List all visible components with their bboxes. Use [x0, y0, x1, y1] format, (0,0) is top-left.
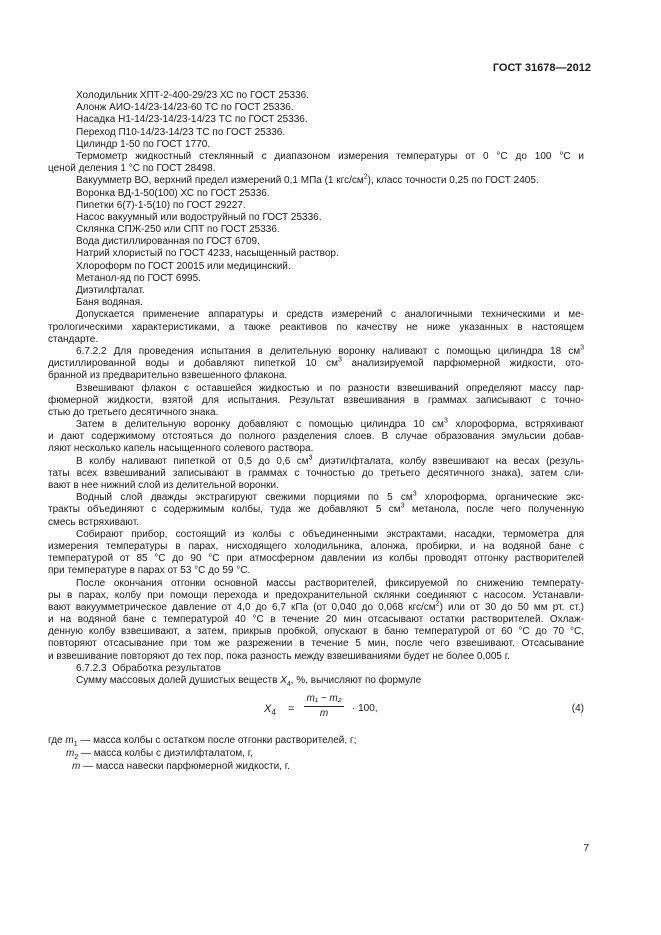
list-item	[48, 175, 584, 187]
text-run: Сумму массовых долей душистых веществ	[76, 675, 281, 686]
list-item: Диэтилфталат.	[76, 285, 145, 296]
list-item: Пипетки 6(7)-1-5(10) по ГОСТ 29227.	[76, 199, 246, 211]
text-run: дистиллированной воды и добавляют пипеткой 10 см	[48, 358, 339, 370]
text-run: , %, вычисляют по формуле	[290, 675, 422, 686]
list-item: Насос вакуумный или водоструйный по ГОСТ 25336.	[76, 211, 322, 223]
paragraph-line: при температуре в парах от 53 °С до 59 °С.	[48, 565, 251, 577]
text-run: ) или от 30 до 50 мм рт. ст.)	[439, 601, 584, 613]
section-6-7-2-3-title: 6.7.2.3 Обработка результатов	[76, 662, 221, 674]
superscript: 3	[400, 503, 405, 511]
text-run: Водный слой дважды экстрагируют свежими порциями по 5 см	[76, 492, 413, 504]
paragraph-line: Собирают прибор, состоящий из колбы с объединенными экстрактами, насадки, термометра для	[76, 528, 584, 540]
document-header: ГОСТ 31678—2012	[492, 62, 591, 74]
equals-sign: =	[288, 703, 295, 716]
variable: m	[66, 747, 75, 759]
text-run: 6.7.2.2 Для проведения испытания в делительную воронку наливают с помощью цилиндра 18 см	[76, 345, 581, 357]
paragraph-line: Допускается применение аппаратуры и средств измерений с аналогичными техническими и ме-	[76, 309, 584, 321]
paragraph-line: вают в нее нижний слой из делительной воронки.	[48, 480, 279, 491]
section-6-7-2-2-line	[48, 346, 584, 358]
paragraph-line: и взвешивание повторяют до тех пор, пока разность между взвешиваниями будет не более 0,005 г.	[48, 650, 510, 662]
paragraph-line: ры в парах, колбу при помощи перехода и предохранительной склянки соединяют с насосом. Устанавли-	[48, 589, 584, 601]
text-run: тракты объединяют с содержимым колбы, туда же добавляют 5 см	[48, 504, 401, 516]
equation-number: (4)	[571, 703, 584, 715]
text-run: — масса колбы с диэтилфталатом, г,	[78, 747, 253, 759]
paragraph-line	[48, 602, 584, 614]
subscript: 4	[286, 681, 291, 688]
list-item: Хлороформ по ГОСТ 20015 или медицинский.	[76, 260, 291, 272]
superscript: 3	[308, 454, 313, 462]
text-run: — масса колбы с остатком после отгонки растворителей, г;	[77, 735, 357, 747]
list-item: Холодильник ХПТ-2-400-29/23 ХС по ГОСТ 25336.	[76, 90, 310, 101]
paragraph-line: трологическими характеристиками, а также реактивов по качеству не ниже указанных в настоящем	[48, 321, 584, 333]
document-body	[48, 90, 584, 774]
text-run: где	[48, 735, 66, 747]
fraction-denominator: m	[319, 708, 329, 720]
paragraph-line	[48, 504, 584, 516]
paragraph-line: и на водяной бане с температурой 40 °С в течение 20 мин отсасывают остатки растворителей. Охлаж-	[48, 614, 584, 626]
legend-item	[48, 735, 584, 748]
variable: m	[72, 760, 81, 772]
formula-tail: · 100,	[352, 703, 378, 715]
text-run: метанола, после чего полученную	[404, 504, 584, 516]
subscript: 1	[73, 741, 78, 749]
paragraph-line: таты всех взвешиваний записывают в граммах с точностью до третьего десятичного знака), затем сли-	[48, 467, 584, 479]
paragraph-line: и дают содержимому отстояться до полного разделения слоев. В случае образования эмульсии добав-	[48, 431, 584, 443]
list-item: Цилиндр 1-50 по ГОСТ 1770.	[76, 138, 211, 150]
paragraph-line: смесь встряхивают.	[48, 516, 139, 528]
paragraph-line: Термометр жидкостный стеклянный с диапазоном измерения температуры от 0 °С до 100 °С и	[76, 150, 584, 162]
fraction	[304, 693, 344, 720]
superscript: 3	[338, 356, 342, 364]
paragraph-line: бранной из предварительно взвешенного флакона.	[48, 370, 288, 382]
legend-item	[48, 761, 584, 774]
list-item: Метанол-яд по ГОСТ 6995.	[76, 272, 201, 284]
list-item: Алонж АИО-14/23-14/23-60 ТС по ГОСТ 25336.	[76, 102, 294, 114]
list-item: Переход П10-14/23-14/23 ТС по ГОСТ 25336.	[76, 126, 286, 138]
text-run: хлороформа, встряхивают	[447, 419, 584, 431]
paragraph-line	[48, 492, 584, 504]
paragraph-line	[48, 675, 584, 687]
text-run: В колбу наливают пипеткой от 0,5 до 0,6 см	[76, 455, 309, 467]
list-item: Баня водяная.	[76, 297, 143, 309]
paragraph-line: денную колбу взвешивают, а затем, прикрыв пробкой, опускают в баню температурой от 60 °С до 70 °С,	[48, 626, 584, 638]
fraction-numerator: m₁ − m₂	[304, 693, 344, 707]
list-item: Воронка ВД-1-50(100) ХС по ГОСТ 25336.	[76, 187, 270, 199]
paragraph-line: ценой деления 1 °С по ГОСТ 28498.	[48, 163, 216, 175]
superscript: 3	[443, 417, 448, 425]
subscript: 2	[74, 753, 79, 761]
text-run: — масса навески парфюмерной жидкости, г.	[80, 760, 290, 772]
list-item: Насадка Н1-14/23-14/23-14/23 ТС по ГОСТ 25336.	[76, 114, 308, 126]
legend-item	[48, 748, 584, 761]
list-item: Вода дистиллированная по ГОСТ 6709.	[76, 236, 260, 248]
variable: X	[264, 703, 272, 716]
list-item: Натрий хлористый по ГОСТ 4233, насыщенный раствор.	[76, 248, 339, 260]
paragraph-line: фюмерной жидкости, взятой для испытания. Результат взвешивания в граммах записывают с точно-	[48, 394, 584, 406]
paragraph-line: стандарте.	[48, 333, 99, 345]
paragraph-line: Взвешивают флакон с оставшейся жидкостью и по разности взвешиваний определяют массу пар-	[76, 382, 584, 394]
superscript: 2	[363, 173, 368, 181]
formula-legend	[48, 735, 584, 773]
superscript: 3	[580, 344, 584, 352]
paragraph-line: стью до третьего десятичного знака.	[48, 406, 219, 418]
paragraph-line: После окончания отгонки основной массы растворителей, фиксируемой по снижению температу-	[76, 577, 584, 589]
paragraph-line	[48, 419, 584, 431]
variable: m	[65, 735, 74, 747]
superscript: 3	[412, 490, 417, 498]
list-item: Склянка СПЖ-250 или СПТ по ГОСТ 25336.	[76, 224, 280, 236]
text-run: диэтилфталата, колбу взвешивают на весах (резуль-	[312, 455, 584, 467]
formula-4	[48, 693, 584, 733]
paragraph-line: температурой от 85 °С до 90 °С при атмосферном давлении из колбы проводят отгонку растворителей	[48, 553, 584, 565]
text-run: Затем в делительную воронку добавляют с помощью цилиндра 10 см	[76, 419, 444, 431]
superscript: 2	[435, 600, 440, 608]
variable: X	[280, 675, 287, 686]
text-run: вают вакуумметрическое давление от 4,0 до 6,7 кПа (от 0,040 до 0,068 кгс/см	[48, 601, 436, 613]
paragraph-line: ляют несколько капель насыщенного солевого раствора.	[48, 443, 314, 455]
paragraph-line	[48, 456, 584, 468]
paragraph-line: измерения температуры в парах, нисходящего холодильника, алонжа, пробирки, и на водяной бане с	[48, 540, 584, 552]
page-number: 7	[583, 843, 589, 854]
paragraph-line: повторяют отсасывание при том же разрежении в течение 5 мин, после чего взвешивают. Отсасывание	[48, 638, 584, 650]
formula-lhs	[264, 703, 276, 718]
paragraph-line	[48, 358, 584, 370]
text-run: хлороформа, органические экс-	[416, 492, 584, 504]
subscript: 4	[271, 708, 276, 718]
text-run: анализируемой парфюмерной жидкости, ото-	[341, 358, 584, 370]
text-run: ), класс точности 0,25 по ГОСТ 2405.	[367, 175, 539, 187]
text-run: Вакуумметр ВО, верхний предел измерений 0,1 МПа (1 кгс/см	[76, 175, 364, 187]
